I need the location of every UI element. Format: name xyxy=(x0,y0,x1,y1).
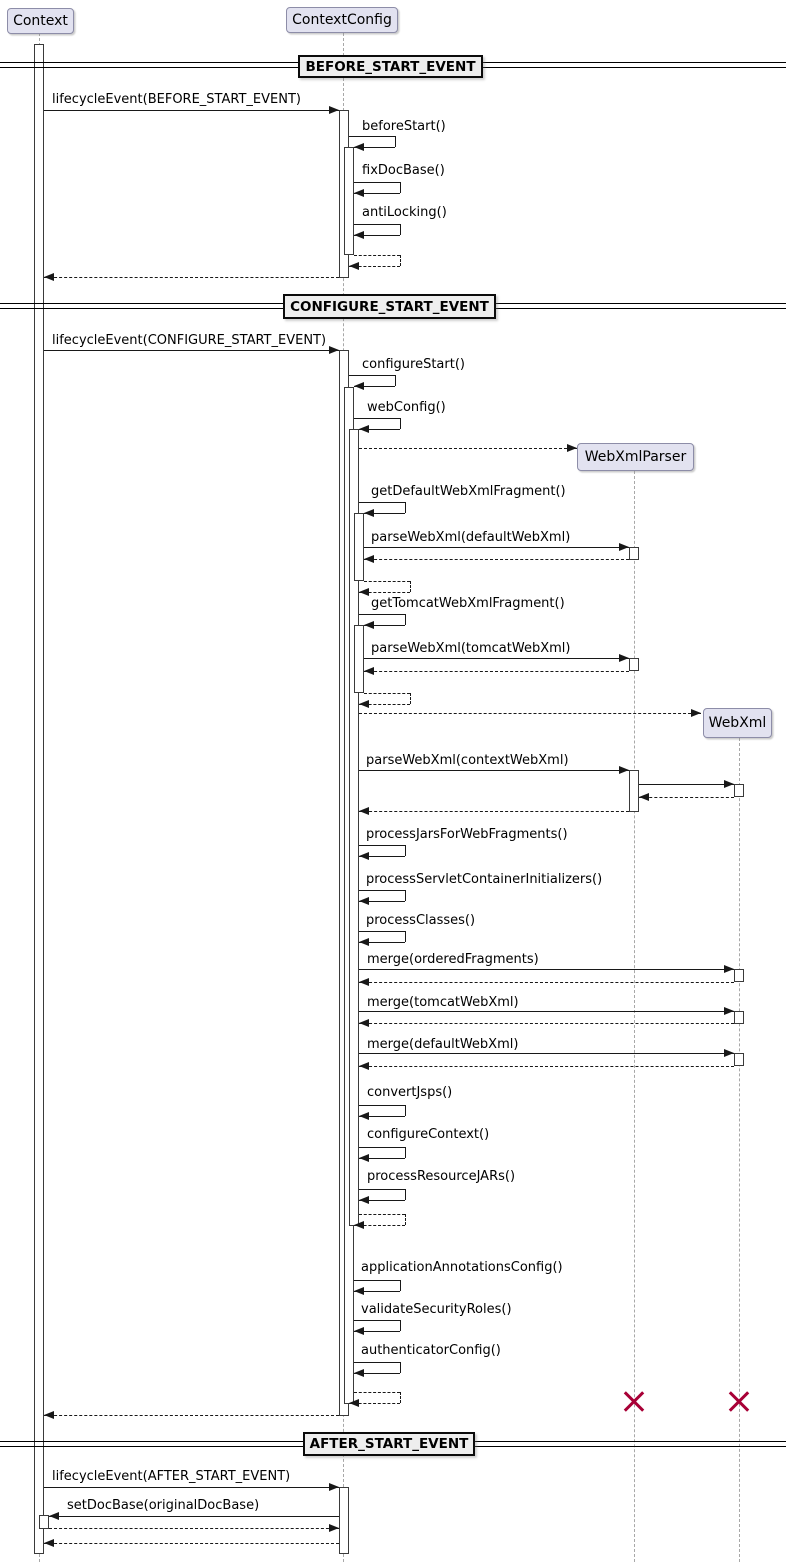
message-line xyxy=(359,448,577,449)
activation-bar xyxy=(344,147,354,255)
message-label: processResourceJARs() xyxy=(367,1169,516,1184)
message-label: setDocBase(originalDocBase) xyxy=(67,1498,260,1513)
message-line xyxy=(359,614,405,615)
arrowhead xyxy=(349,262,359,270)
message-line xyxy=(364,671,629,672)
arrowhead xyxy=(359,1154,369,1162)
participant-webxml: WebXml xyxy=(703,708,772,738)
message-label: applicationAnnotationsConfig() xyxy=(361,1260,563,1275)
message-label: parseWebXml(defaultWebXml) xyxy=(371,530,571,545)
arrowhead xyxy=(619,654,629,662)
activation-bar xyxy=(629,658,639,671)
message-line xyxy=(354,418,400,419)
arrowhead xyxy=(364,667,374,675)
message-line xyxy=(405,1105,406,1116)
message-line xyxy=(400,1362,401,1373)
message-label: parseWebXml(contextWebXml) xyxy=(366,753,569,768)
message-line xyxy=(44,277,339,278)
message-line xyxy=(354,224,400,225)
message-line xyxy=(354,182,400,183)
message-label: fixDocBase() xyxy=(362,163,445,178)
arrowhead xyxy=(354,143,364,151)
arrowhead xyxy=(359,852,369,860)
activation-bar xyxy=(629,770,639,812)
message-line xyxy=(364,581,410,582)
message-label: configureStart() xyxy=(362,357,465,372)
message-line xyxy=(400,224,401,235)
message-label: processJarsForWebFragments() xyxy=(366,827,568,842)
arrowhead xyxy=(691,709,701,717)
arrowhead xyxy=(354,231,364,239)
message-line xyxy=(349,136,395,137)
message-line xyxy=(405,931,406,942)
message-label: configureContext() xyxy=(367,1127,490,1142)
message-line xyxy=(359,982,734,983)
message-line xyxy=(364,693,410,694)
message-label: merge(defaultWebXml) xyxy=(367,1037,519,1052)
message-label: lifecycleEvent(AFTER_START_EVENT) xyxy=(52,1469,291,1484)
message-line xyxy=(49,1528,339,1529)
arrowhead xyxy=(349,1399,359,1407)
arrowhead xyxy=(619,766,629,774)
arrowhead xyxy=(354,1287,364,1295)
arrowhead xyxy=(49,1512,59,1520)
divider-after-start-event: AFTER_START_EVENT xyxy=(303,1432,475,1456)
arrowhead xyxy=(359,978,369,986)
message-line xyxy=(395,375,396,386)
message-line xyxy=(400,1280,401,1291)
message-label: webConfig() xyxy=(367,400,446,415)
message-line xyxy=(359,1053,734,1054)
arrowhead xyxy=(44,273,54,281)
message-line xyxy=(405,1147,406,1158)
arrowhead xyxy=(354,1369,364,1377)
arrowhead xyxy=(329,346,339,354)
message-line xyxy=(359,1105,405,1106)
divider-configure-start-event: CONFIGURE_START_EVENT xyxy=(283,294,496,319)
message-line xyxy=(359,969,734,970)
arrowhead xyxy=(329,106,339,114)
arrowhead xyxy=(639,793,649,801)
message-line xyxy=(395,136,396,147)
message-label: validateSecurityRoles() xyxy=(361,1302,512,1317)
activation-bar xyxy=(354,625,364,693)
arrowhead xyxy=(359,1062,369,1070)
arrowhead xyxy=(364,621,374,629)
message-line xyxy=(400,418,401,429)
message-line xyxy=(400,1320,401,1331)
message-line xyxy=(359,1011,734,1012)
message-label: lifecycleEvent(CONFIGURE_START_EVENT) xyxy=(52,333,327,348)
message-label: parseWebXml(tomcatWebXml) xyxy=(371,641,571,656)
arrowhead xyxy=(44,1411,54,1419)
message-label: processServletContainerInitializers() xyxy=(366,872,603,887)
message-line xyxy=(405,845,406,856)
message-line xyxy=(359,890,405,891)
message-line xyxy=(359,1147,405,1148)
message-line xyxy=(354,1392,400,1393)
message-line xyxy=(405,1189,406,1200)
message-line xyxy=(639,797,734,798)
arrowhead xyxy=(354,189,364,197)
arrowhead xyxy=(364,509,374,517)
message-line xyxy=(405,502,406,513)
divider-before-start-event: BEFORE_START_EVENT xyxy=(298,55,483,78)
arrowhead xyxy=(359,1112,369,1120)
message-line xyxy=(410,693,411,704)
message-line xyxy=(364,547,629,548)
participant-context: Context xyxy=(7,8,74,34)
message-line xyxy=(359,1214,405,1215)
activation-bar xyxy=(734,1053,744,1066)
message-line xyxy=(364,658,629,659)
arrowhead xyxy=(359,700,369,708)
arrowhead xyxy=(359,807,369,815)
arrowhead xyxy=(359,1196,369,1204)
message-label: authenticatorConfig() xyxy=(361,1343,501,1358)
message-line xyxy=(44,350,339,351)
lifeline xyxy=(739,738,740,1562)
message-label: getTomcatWebXmlFragment() xyxy=(371,596,565,611)
activation-bar xyxy=(39,1515,49,1529)
message-line xyxy=(359,1066,734,1067)
message-line xyxy=(405,614,406,625)
message-label: processClasses() xyxy=(366,913,476,928)
message-line xyxy=(44,1487,339,1488)
participant-contextconfig: ContextConfig xyxy=(286,7,398,33)
message-line xyxy=(359,1189,405,1190)
message-line xyxy=(49,1516,339,1517)
message-line xyxy=(359,1023,734,1024)
activation-bar xyxy=(339,1487,349,1554)
activation-bar xyxy=(629,547,639,560)
arrowhead xyxy=(354,382,364,390)
arrowhead xyxy=(724,1049,734,1057)
arrowhead xyxy=(359,588,369,596)
arrowhead xyxy=(359,1019,369,1027)
arrowhead xyxy=(354,1221,364,1229)
message-line xyxy=(359,770,629,771)
arrowhead xyxy=(567,444,577,452)
message-label: getDefaultWebXmlFragment() xyxy=(371,484,566,499)
message-line xyxy=(400,1392,401,1403)
message-line xyxy=(349,375,395,376)
message-line xyxy=(639,784,734,785)
message-line xyxy=(410,581,411,592)
arrowhead xyxy=(724,1007,734,1015)
message-line xyxy=(359,502,405,503)
message-line xyxy=(359,845,405,846)
arrowhead xyxy=(329,1483,339,1491)
activation-bar xyxy=(734,1011,744,1024)
message-label: lifecycleEvent(BEFORE_START_EVENT) xyxy=(52,92,301,107)
activation-bar xyxy=(734,969,744,982)
message-line xyxy=(359,811,629,812)
message-line xyxy=(359,713,701,714)
message-line xyxy=(354,1280,400,1281)
arrowhead xyxy=(359,897,369,905)
message-label: antiLocking() xyxy=(362,205,447,220)
arrowhead xyxy=(364,555,374,563)
message-line xyxy=(364,559,629,560)
message-line xyxy=(405,1214,406,1225)
arrowhead xyxy=(354,1327,364,1335)
arrowhead xyxy=(724,965,734,973)
activation-bar xyxy=(354,513,364,581)
message-line xyxy=(44,1543,339,1544)
message-label: merge(tomcatWebXml) xyxy=(367,995,519,1010)
message-line xyxy=(354,255,400,256)
arrowhead xyxy=(359,938,369,946)
message-line xyxy=(400,182,401,193)
message-line xyxy=(354,1320,400,1321)
message-line xyxy=(354,1362,400,1363)
arrowhead xyxy=(724,780,734,788)
arrowhead xyxy=(359,425,369,433)
message-line xyxy=(405,890,406,901)
arrowhead xyxy=(44,1539,54,1547)
message-line xyxy=(44,110,339,111)
message-label: merge(orderedFragments) xyxy=(367,952,539,967)
message-line xyxy=(359,931,405,932)
activation-bar xyxy=(734,784,744,797)
message-line xyxy=(400,255,401,266)
activation-bar xyxy=(34,44,44,1554)
message-label: convertJsps() xyxy=(367,1085,453,1100)
arrowhead xyxy=(329,1524,339,1532)
message-label: beforeStart() xyxy=(362,119,446,134)
participant-webxmlparser: WebXmlParser xyxy=(577,443,694,471)
arrowhead xyxy=(619,543,629,551)
message-line xyxy=(44,1415,339,1416)
